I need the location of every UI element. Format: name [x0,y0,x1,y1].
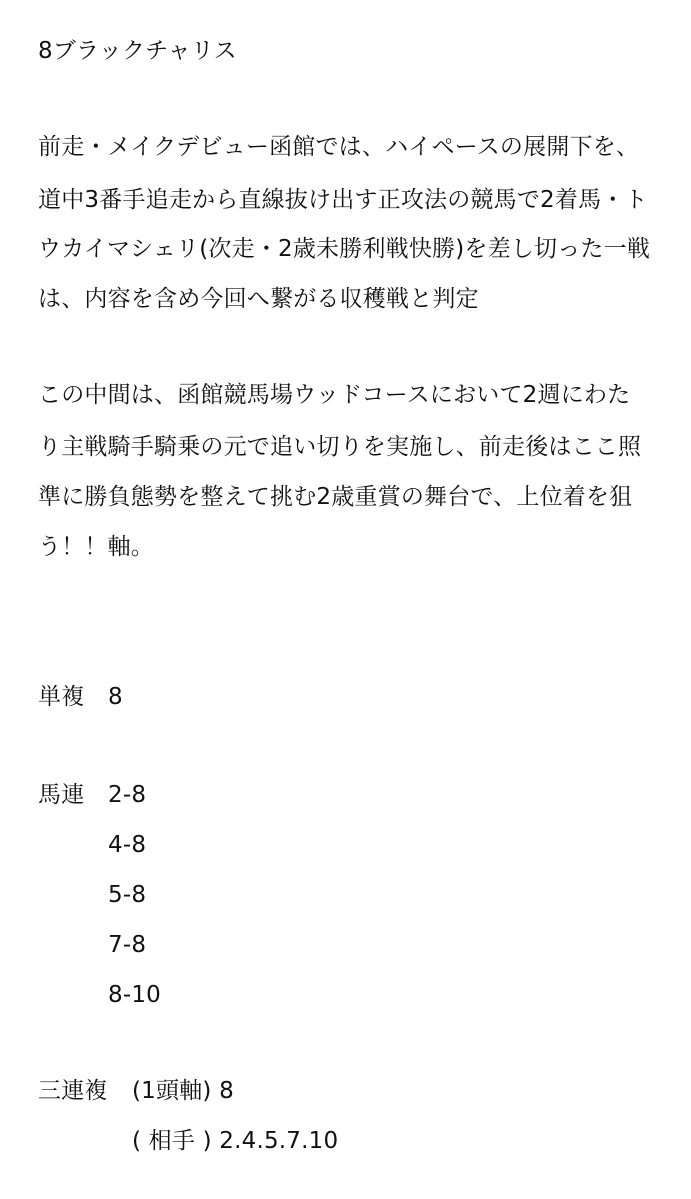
paragraph-line: ウカイマシェリ(次走・2歳未勝利戦快勝)を差し切った一戦 [38,236,651,262]
paragraph-line: う！！軸。 [38,534,154,560]
paragraph-line: り主戦騎手騎乗の元で追い切りを実施し、前走後はここ照 [38,434,642,460]
paragraph-line: 準に勝負態勢を整えて挑む2歳重賞の舞台で、上位着を狙 [38,484,633,510]
bet-combination: 4-8 [108,832,147,858]
bet-label: 三連複 [38,1078,108,1104]
bet-label: 馬連 [38,782,85,808]
bet-combination: 5-8 [108,882,147,908]
paragraph-line: 前走・メイクデビュー函館では、ハイペースの展開下を、 [38,134,640,160]
bet-label: 単複 [38,684,85,710]
paragraph-line: この中間は、函館競馬場ウッドコースにおいて2週にわた [38,382,631,408]
bet-combination: 2-8 [108,782,147,808]
bet-partners: ( 相手 ) 2.4.5.7.10 [132,1128,339,1154]
bet-combination: 8-10 [108,982,161,1008]
paragraph-line: は、内容を含め今回へ繋がる収穫戦と判定 [38,286,479,312]
paragraph-line: 道中3番手追走から直線抜け出す正攻法の競馬で2着馬・ト [38,187,648,213]
bet-value: 8 [108,684,123,710]
bet-combination: 7-8 [108,932,147,958]
horse-title: 8ブラックチャリス [38,38,237,64]
bet-axis: (1頭軸) 8 [132,1078,234,1104]
